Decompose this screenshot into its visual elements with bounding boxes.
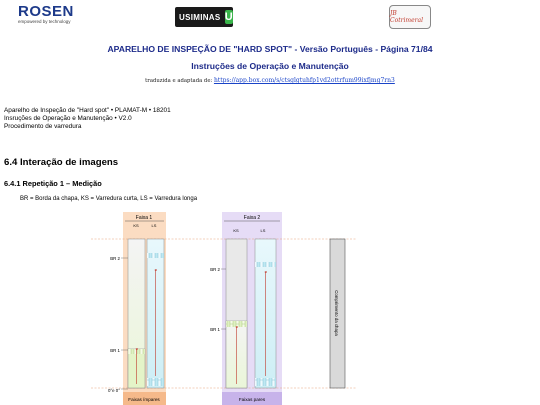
- document-meta: [4, 107, 171, 131]
- label-br1-left: BR 1: [110, 348, 120, 353]
- faixa1-footer: Faixas ímpares: [128, 397, 160, 402]
- translation-prefix: traduzida e adaptada de:: [145, 78, 213, 84]
- faixa2-ls-bottom-marks: [255, 378, 276, 386]
- usiminas-logo-mark: U: [224, 11, 233, 23]
- meta-line-1: Aparelho de Inspeção de "Hard spot" • PLAMAT-M • 18201: [4, 107, 171, 114]
- page-subtitle: Instruções de Operação e Manutenção: [191, 61, 349, 71]
- faixa2-label: Faixa 2: [243, 215, 261, 221]
- faixa1-label: Faixa 1: [135, 215, 153, 221]
- section-heading: 6.4 Interação de imagens: [4, 157, 119, 168]
- faixa2-footer: Faixas pares: [238, 397, 266, 402]
- translation-link[interactable]: https://app.box.com/s/ctsglgtuhfp1vd2ottrfum99ixfjmg7rn3: [213, 77, 395, 84]
- faixa2-ks-label: KS: [233, 228, 239, 233]
- faixa1-ks-label: KS: [133, 223, 139, 228]
- label-br2-right: BR 2: [210, 267, 220, 272]
- subsection-heading: 6.4.1 Repetição 1 – Medição: [4, 179, 102, 188]
- jb-logo: [389, 5, 431, 29]
- label-br2-left: BR 2: [110, 256, 120, 261]
- faixa1-ls-bottom-marks: [147, 378, 164, 386]
- legend-text: BR = Borda da chapa, KS = Varredura curta, LS = Varredura longa: [20, 196, 198, 202]
- rosen-logo-name: ROSEN: [18, 3, 74, 20]
- rosen-logo-tagline: empowered by technology: [18, 19, 71, 24]
- plate-length-label: Comprimento da chapa: [334, 290, 339, 336]
- rosen-logo: [18, 4, 78, 32]
- meta-line-2: Insruções de Operação e Manutenção • V2.0: [4, 115, 132, 122]
- label-br1-right: BR 1: [210, 327, 220, 332]
- faixa2-ks-scan-marks: [226, 321, 247, 327]
- faixa1-ls-label: LS: [151, 223, 157, 228]
- usiminas-logo: [175, 7, 233, 27]
- faixa1-ls-top-marks: [147, 253, 164, 258]
- page-title: APARELHO DE INSPEÇÃO DE "HARD SPOT" - Versão Português - Página 71/84: [107, 44, 433, 54]
- faixa2-ls-top-marks: [255, 262, 276, 267]
- usiminas-logo-name: USIMINAS: [179, 12, 221, 22]
- faixa2-ls-label: LS: [260, 228, 266, 233]
- meta-line-3: Procedimento de varredura: [4, 123, 82, 130]
- scan-diagram: [91, 212, 357, 405]
- jb-logo-text: JB Cotrimeral: [390, 10, 424, 24]
- label-origin: 0°e 0°: [107, 388, 120, 393]
- translation-note: [0, 77, 540, 84]
